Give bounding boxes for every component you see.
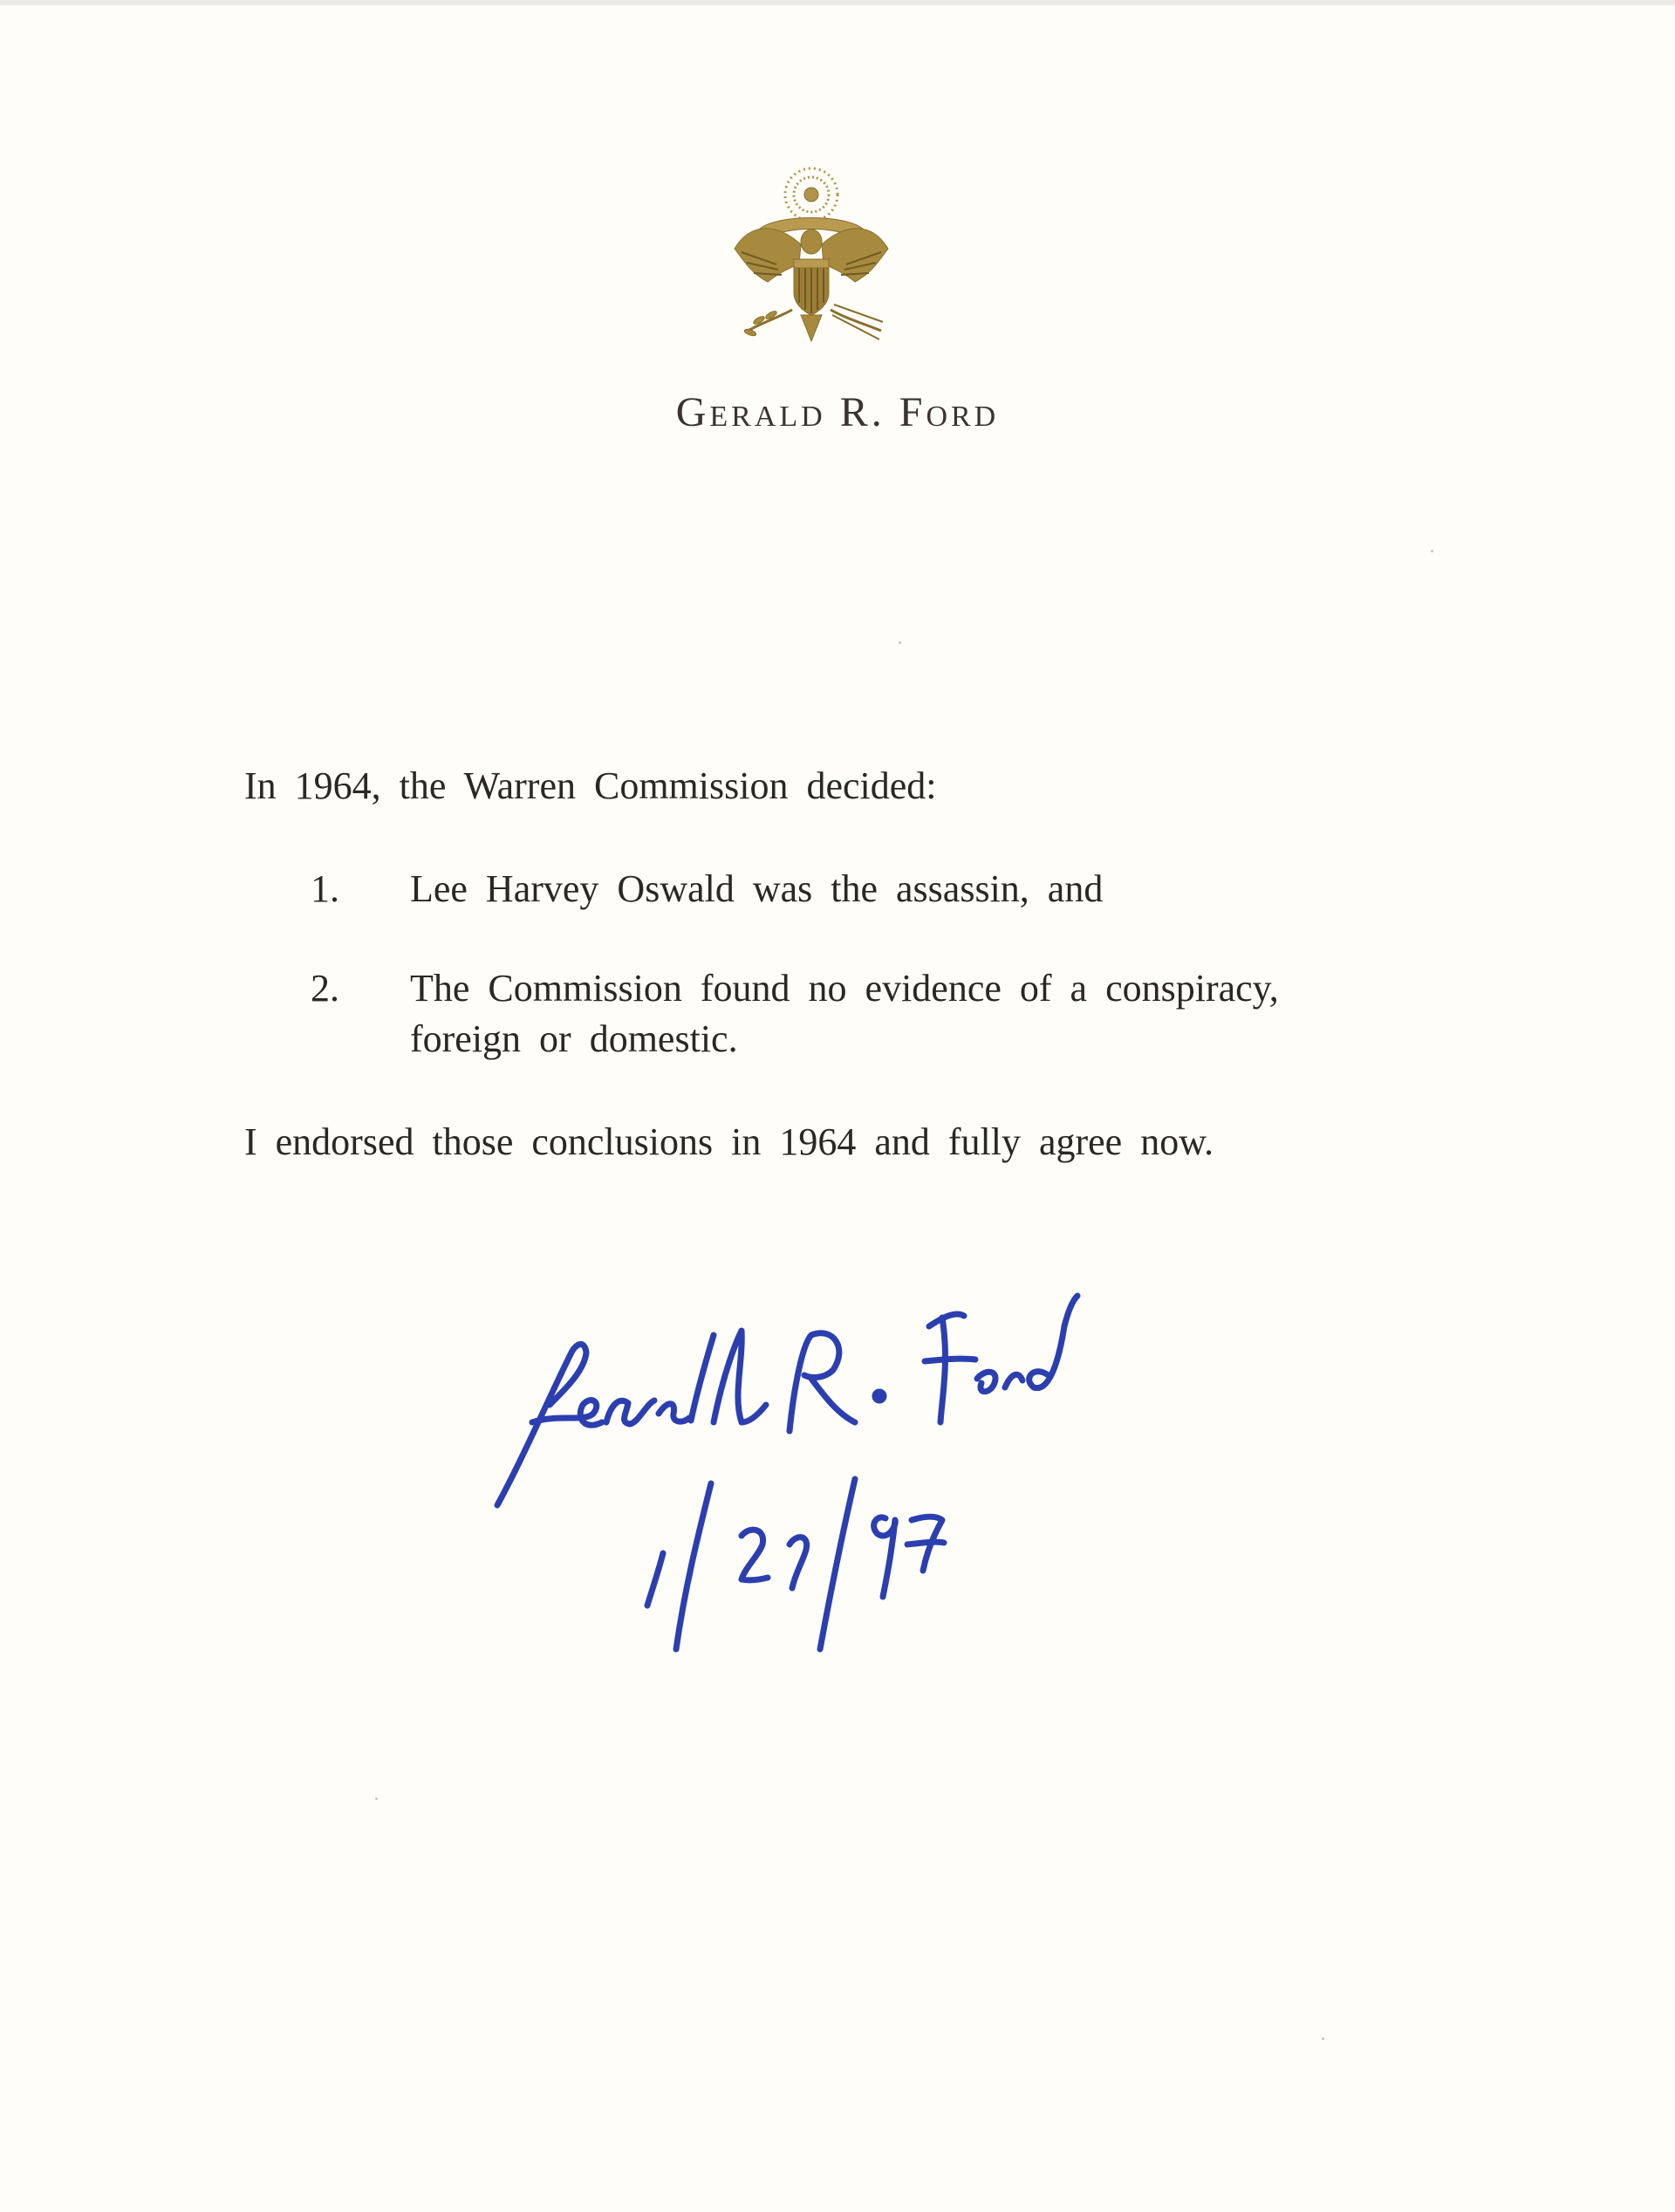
list-item-text: Lee Harvey Oswald was the assassin, and bbox=[410, 867, 1104, 910]
paper-speck bbox=[899, 641, 901, 644]
letter-closing: I endorsed those conclusions in 1964 and fully agree now. bbox=[244, 1120, 1214, 1163]
paper-speck bbox=[1322, 2037, 1324, 2040]
letter-intro: In 1964, the Warren Commission decided: bbox=[244, 764, 937, 807]
great-seal-eagle-icon bbox=[724, 161, 899, 353]
paper-speck bbox=[1431, 550, 1433, 552]
paper-top-edge bbox=[0, 0, 1675, 5]
list-item-number: 2. bbox=[311, 967, 339, 1010]
handwritten-signature bbox=[489, 1291, 1186, 1658]
paper-speck bbox=[375, 1798, 378, 1800]
list-item-text: The Commission found no evidence of a conspiracy, foreign or domestic. bbox=[410, 967, 1279, 1060]
list-item-number: 1. bbox=[311, 867, 339, 910]
letterhead-name: Gerald R. Ford bbox=[675, 389, 1000, 435]
